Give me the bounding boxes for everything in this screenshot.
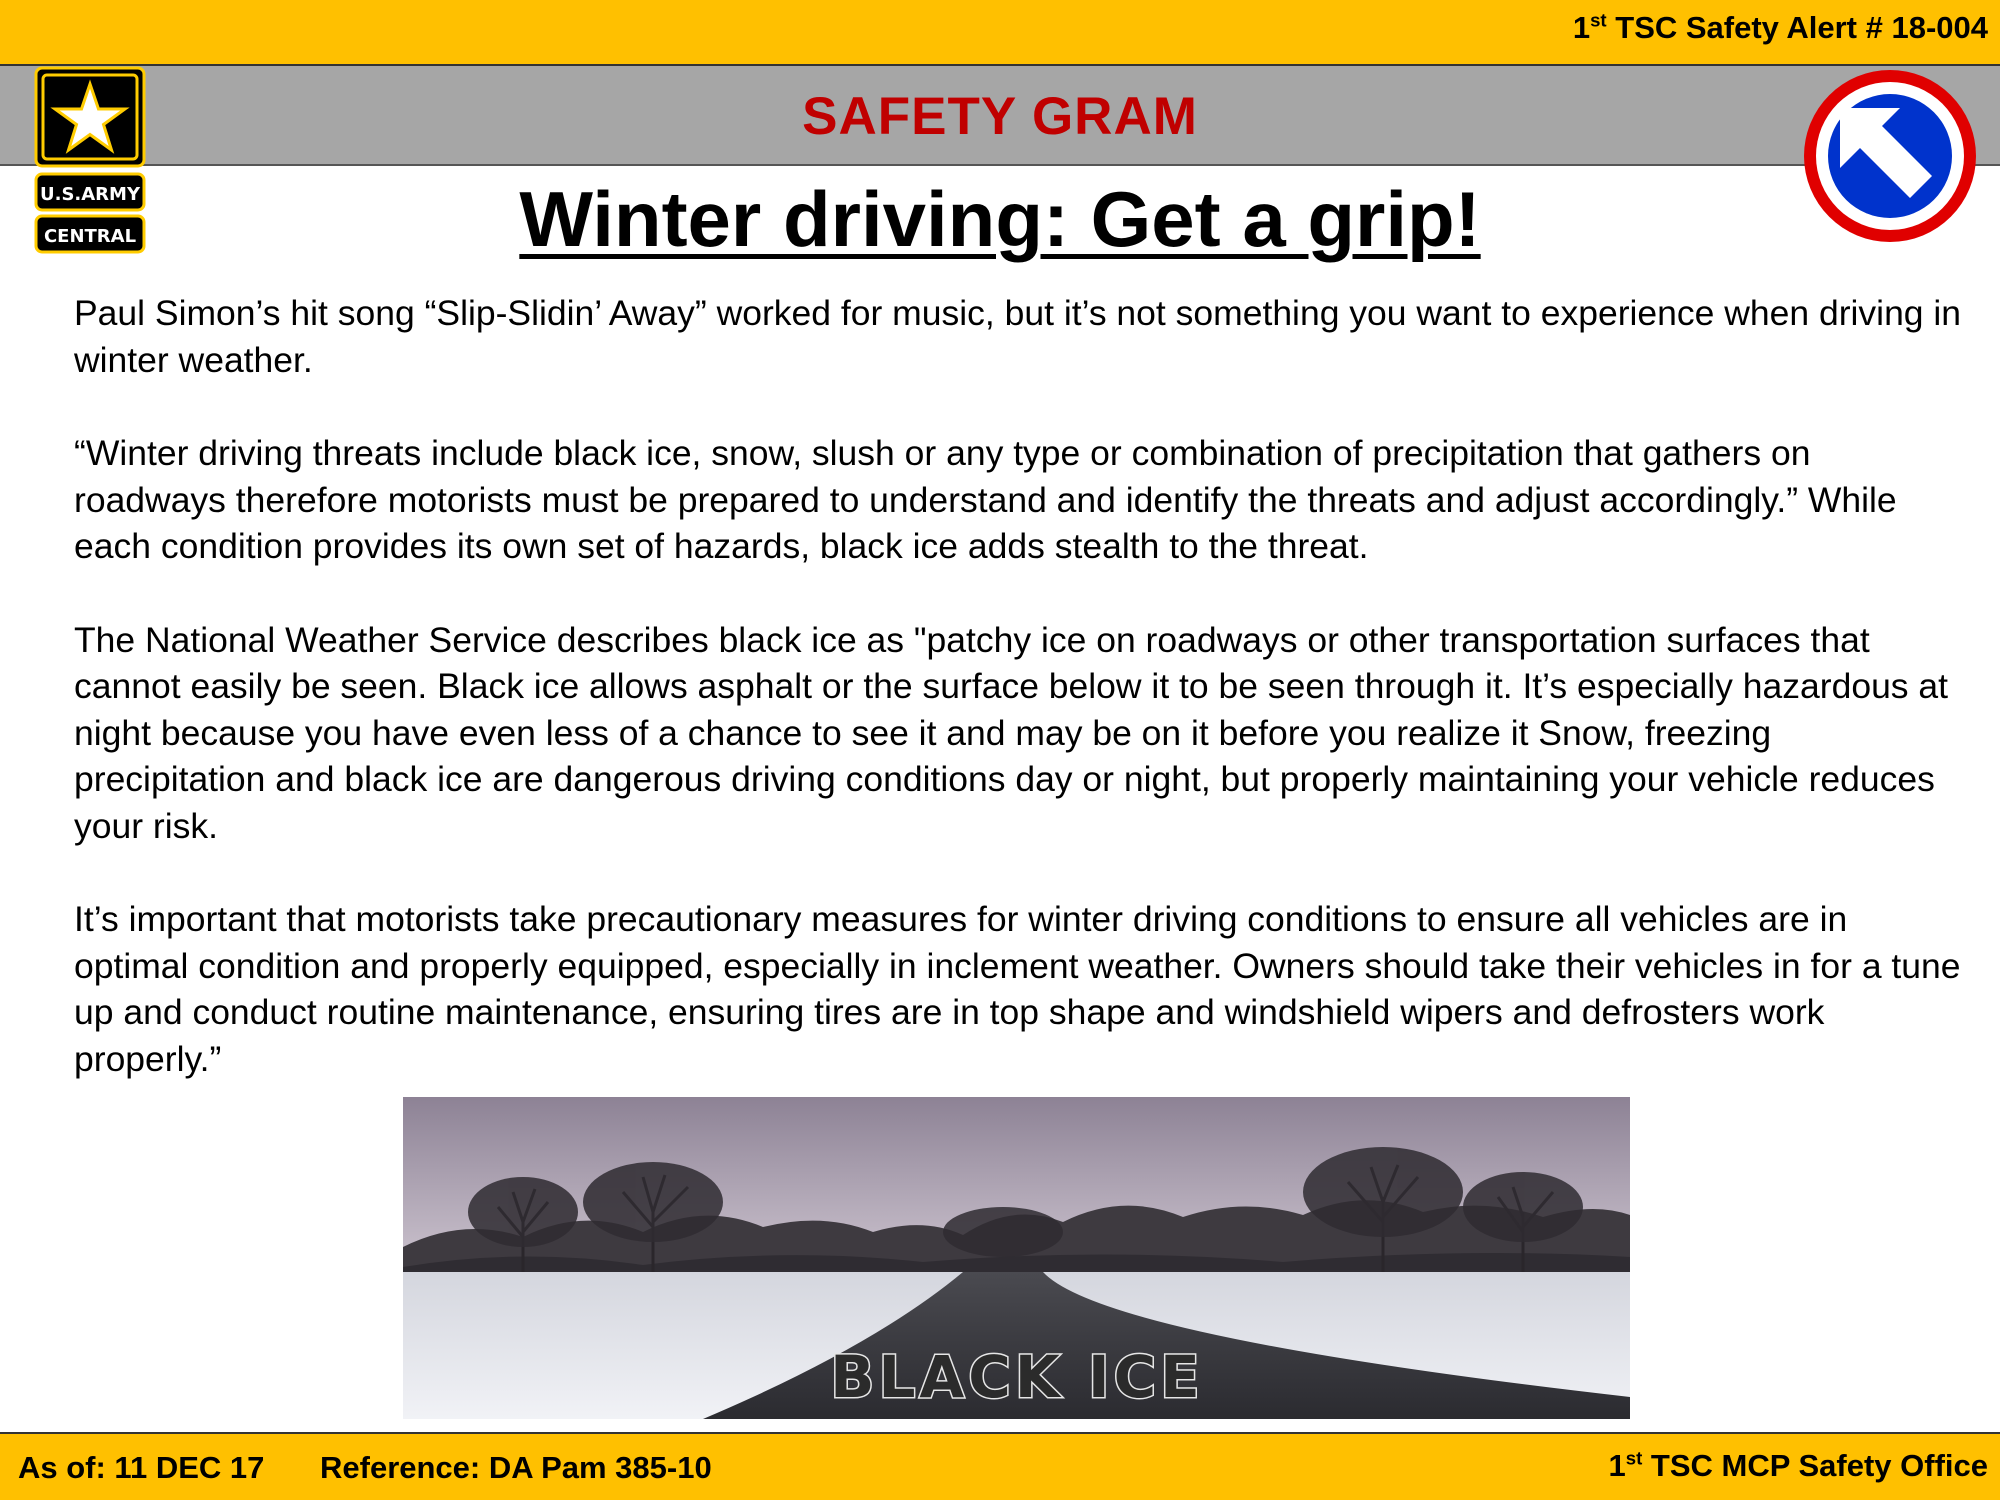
safety-office-name: 1st TSC MCP Safety Office	[1608, 1447, 1988, 1483]
army-logo-text-line1: U.S.ARMY	[40, 184, 140, 205]
page-title: Winter driving: Get a grip!	[519, 175, 1481, 263]
paragraph-3: The National Weather Service describes black ice as "patchy ice on roadways or other transportation surfaces that cannot easily be seen. Black ice allows asphalt or the surface below it to be seen through it. It’s especially hazardous at night because you have even less of a chance to see it and may be on it before you realize it Snow, freezing precipitation and black ice are dangerous driving conditions day or night, but properly maintaining your vehicle reduces your risk.	[74, 619, 1949, 846]
safety-gram-banner: SAFETY GRAM	[802, 87, 1198, 146]
article-body	[74, 290, 1964, 1129]
black-ice-caption: BLACK ICE	[830, 1343, 1204, 1411]
paragraph-2: “Winter driving threats include black ice, snow, slush or any type or combination of precipitation that gathers on roadways therefore motorists must be prepared to understand and identify the threats and adjust accordingly.” While each condition provides its own set of hazards, black ice adds stealth to the threat.	[74, 433, 1897, 566]
paragraph-1: Paul Simon’s hit song “Slip-Slidin’ Away” worked for music, but it’s not something you want to experience when driving in winter weather.	[74, 293, 1962, 380]
safety-alert-number: 1st TSC Safety Alert # 18-004	[1572, 9, 1988, 45]
reference-citation: Reference: DA Pam 385-10	[320, 1450, 712, 1485]
army-logo-text-line2: CENTRAL	[43, 226, 137, 247]
paragraph-4: It’s important that motorists take precautionary measures for winter driving conditions to ensure all vehicles are in optimal condition and properly equipped, especially in inclement weather. Owners should take their vehicles in for a tune up and conduct routine maintenance, ensuring tires are in top shape and windshield wipers and defrosters work properly.”	[74, 899, 1961, 1079]
top-header-bar	[0, 0, 2000, 66]
black-ice-road-photo	[403, 1097, 1630, 1419]
as-of-date: As of: 11 DEC 17	[18, 1450, 265, 1485]
footer-bar	[0, 1432, 2000, 1500]
